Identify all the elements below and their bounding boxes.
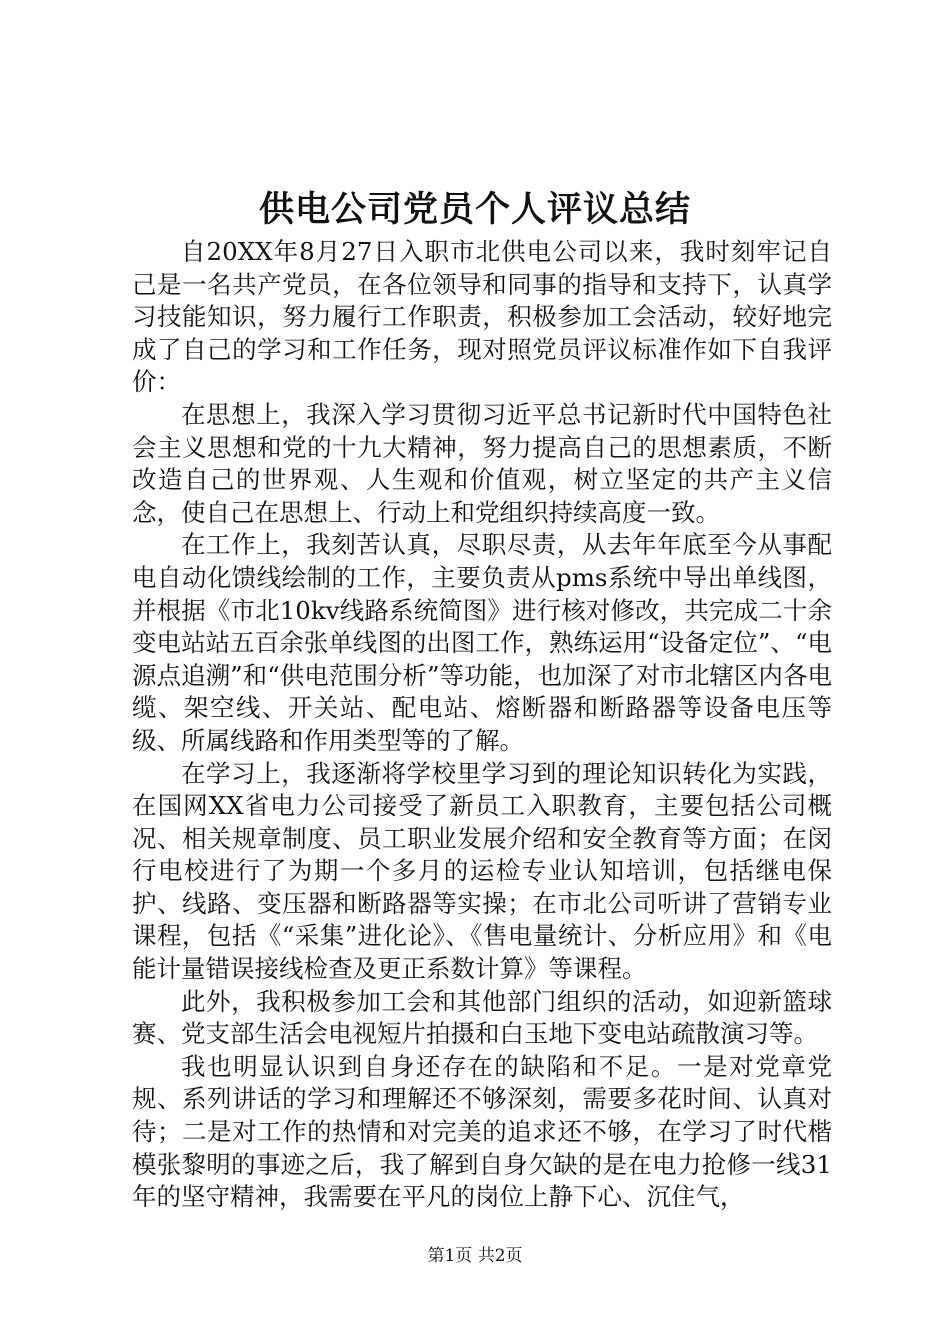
document-title: 供电公司党员个人评议总结 <box>258 189 691 230</box>
paragraph-activities: 此外，我积极参加工会和其他部门组织的活动，如迎新篮球赛、党支部生活会电视短片拍摄和白玉地下变电站疏散演习等。 <box>132 986 832 1049</box>
paragraph-work: 在工作上，我刻苦认真，尽职尽责，从去年年底至今从事配电自动化馈线绘制的工作，主要负责从pms系统中导出单线图，并根据《市北10kv线路系统简图》进行核对修改，共完成二十余变电站站五百余张单线图的出图工作，熟练运用“设备定位”、“电源点追溯”和“供电范围分析”等功能，也加深了对市北辖区内各电缆、架空线、开关站、配电站、熔断器和断路器等设备电压等级、所属线路和作用类型等的了解。 <box>132 530 832 755</box>
page-total: 共2页 <box>477 1246 523 1266</box>
paragraph-study: 在学习上，我逐渐将学校里学习到的理论知识转化为实践，在国网XX省电力公司接受了新员工入职教育，主要包括公司概况、相关规章制度、员工职业发展介绍和安全教育等方面；在闵行电校进行了为期一个多月的运检专业认知培训，包括继电保护、线路、变压器和断路器等实操；在市北公司听讲了营销专业课程，包括《“采集”进化论》、《售电量统计、分析应用》和《电能计量错误接线检查及更正系数计算》等课程。 <box>132 758 832 984</box>
paragraph-shortcomings: 我也明显认识到自身还存在的缺陷和不足。一是对党章党规、系列讲话的学习和理解还不够深刻，需要多花时间、认真对待；二是对工作的热情和对完美的追求还不够，在学习了时代楷模张黎明的事迹之后，我了解到自身欠缺的是在电力抢修一线31年的坚守精神，我需要在平凡的岗位上静下心、沉住气， <box>132 1051 832 1212</box>
document-body <box>132 236 832 1214</box>
paragraph-ideology: 在思想上，我深入学习贯彻习近平总书记新时代中国特色社会主义思想和党的十九大精神，努力提高自己的思想素质，不断改造自己的世界观、人生观和价值观，树立坚定的共产主义信念，使自己在思想上、行动上和党组织持续高度一致。 <box>132 399 832 527</box>
page-number: 第1页 <box>427 1246 473 1266</box>
page-footer <box>0 1244 950 1268</box>
paragraph-intro: 自20XX年8月27日入职市北供电公司以来，我时刻牢记自己是一名共产党员，在各位领导和同事的指导和支持下，认真学习技能知识，努力履行工作职责，积极参加工会活动，较好地完成了自己的学习和工作任务，现对照党员评议标准作如下自我评价： <box>132 237 832 397</box>
